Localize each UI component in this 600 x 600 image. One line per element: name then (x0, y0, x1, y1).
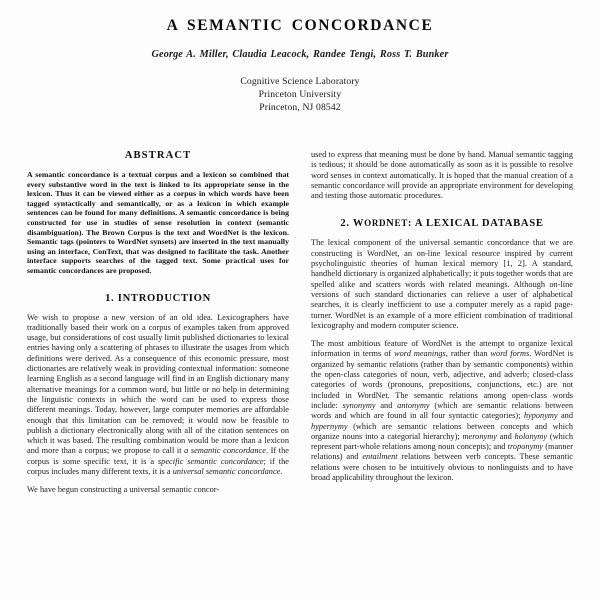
wordnet-heading-num: 2. W (340, 218, 365, 230)
wn2-text-b: , rather than (445, 349, 491, 359)
introduction-paragraph-1 (27, 313, 289, 478)
wordnet-paragraph-2 (311, 339, 573, 483)
wordnet-heading-smallcaps-et: ET (394, 218, 408, 229)
wordnet-paragraph-1: The lexical component of the universal semantic concordance that we are constructing is WordNet, an on-line lexical resource inspired by current psycholinguistic theories of human lexical memory [1, 2]. A standard, handheld dictionary is organized alphabetically; it puts together words that are spelled alike and scatters words with related meanings. Although on-line versions of such standard dictionaries can relieve a user of alphabetical searches, it is clearly inefficient to use a computer merely as a rapid page-turner. WordNet is an example of a more efficient combination of traditional lexicography and modern computer science. (311, 238, 573, 330)
left-column (27, 150, 289, 504)
continued-paragraph: used to express that meaning must be done by hand. Manual semantic tagging is tedious; it should be done automatically as soon as it is possible to resolve word senses in context automatically. It is hoped that the manual creation of a semantic concordance will provide an appropriate environment for developing and testing those automatic procedures. (311, 150, 573, 201)
wn2-italic-synonymy: synonymy (342, 400, 376, 410)
wordnet-heading-smallcaps-ord: ORD (364, 218, 387, 229)
introduction-paragraph-2: We have begun constructing a universal semantic concor- (27, 485, 220, 495)
right-column (311, 150, 573, 504)
wn2-italic-meronymy: meronymy (462, 431, 497, 441)
wn2-text-k: relations between verb concepts. These semantic relations were chosen to be intuitively obvious to nonlinguists and to have broad applicability throughout the lexicon. (311, 452, 573, 483)
two-column-body (0, 150, 600, 504)
wn2-text-h: and (496, 431, 515, 441)
intro-italic-specific-semantic-concordance: specific semantic concordance (157, 456, 264, 466)
wordnet-heading-rest: : A LEXICAL DATABASE (407, 218, 544, 230)
wn2-text-c: . WordNet is organized by semantic relations (rather than by semantic components) within the open-class categories of noun, verb, adjective, and adverb; closed-class categories of words (pronouns, prepositions, conjunctions, etc.) are not included in WordNet. The semantic relations among open-class words include: (311, 349, 573, 410)
abstract-paragraph: A semantic concordance is a textual corpus and a lexicon so combined that every substantive word in the text is linked to its appropriate sense in the lexicon. Thus it can be viewed either as a corpus in which words have been tagged syntactically and semantically, or as a lexicon in which example sentences can be found for many definitions. A semantic concordance is being constructed for use in studies of sense resolution in context (semantic disambiguation). The Brown Corpus is the text and WordNet is the lexicon. Semantic tags (pointers to WordNet synsets) are inserted in the text manually using an interface, ConText, that was designed to facilitate the task. Another interface supports searches of the tagged text. Some practical uses for semantic concordances are proposed. (27, 170, 289, 275)
affiliation-lab: Cognitive Science Laboratory (240, 76, 360, 87)
introduction-heading: 1. INTRODUCTION (105, 292, 211, 304)
wn2-italic-word-meanings: word meanings (394, 349, 446, 359)
wn2-italic-hypernymy: hypernymy (311, 421, 348, 431)
wn2-italic-entailment: entailment (362, 452, 398, 462)
title-block (0, 0, 600, 115)
wn2-text-g: (which are semantic relations between concepts and which organize nouns into a categorial hierarchy); (311, 421, 573, 441)
intro-text-d: . (280, 466, 283, 476)
wn2-italic-word-forms: word forms (490, 349, 530, 359)
intro-italic-semantic-concordance: a semantic concordance (184, 446, 266, 456)
wn2-text-i: (which represent part-whole relations among noun concepts); and (311, 431, 573, 452)
wn2-italic-antonymy: antonymy (397, 400, 430, 410)
wn2-italic-troponymy: troponymy (507, 442, 543, 452)
page-title: A SEMANTIC CONCORDANCE (166, 17, 434, 34)
wn2-text-f: and (557, 411, 573, 421)
wordnet-heading-n: N (386, 218, 395, 230)
wn2-text-d: and (375, 400, 398, 410)
wn2-text-e: (which are semantic relations between words and which are found in all four syntactic categories); (311, 400, 574, 421)
affiliation-institution: Princeton University (258, 89, 342, 101)
wn2-text-j: (manner relations) and (311, 442, 573, 462)
abstract-heading: ABSTRACT (124, 150, 192, 161)
author-list: George A. Miller, Claudia Leacock, Randee Tengi, Ross T. Bunker (151, 49, 449, 60)
intro-text-a: We wish to propose a new version of an old idea. Lexicographers have traditionally based their work on a corpus of examples taken from approved usage, but considerations of cost usually limit published dictionaries to lexical entries having only a scattering of phrases to illustrate the usages from which definitions were derived. As a consequence of this economic pressure, most dictionaries are relatively weak in providing contextual information: someone learning English as a second language will find in an English dictionary many alternative meanings for a common word, but little or no help in determining the linguistic contexts in which the word can be used to express those different meanings. Today, however, large computer memories are affordable enough that this limitation can be removed; it would now be feasible to publish a dictionary electronically along with all of the citation sentences on which it was based. The resulting combination would be more than a lexicon and more than a corpus; we propose to call it (27, 312, 289, 456)
wn2-text-a: The most ambitious feature of WordNet is the attempt to organize lexical information in terms of (311, 339, 573, 359)
intro-text-b: . If the corpus is some specific text, it is a (27, 446, 289, 466)
wordnet-section-heading (311, 218, 573, 229)
affiliation-block (0, 75, 600, 115)
wn2-italic-holonymy: holonymy (514, 431, 548, 441)
intro-text-c: ; if the corpus includes many different texts, it is a (27, 456, 289, 476)
affiliation-address: Princeton, NJ 08542 (259, 102, 341, 114)
wn2-italic-hyponymy: hyponymy (523, 411, 558, 421)
intro-italic-universal-semantic-concordance: universal semantic concordance (172, 466, 281, 476)
